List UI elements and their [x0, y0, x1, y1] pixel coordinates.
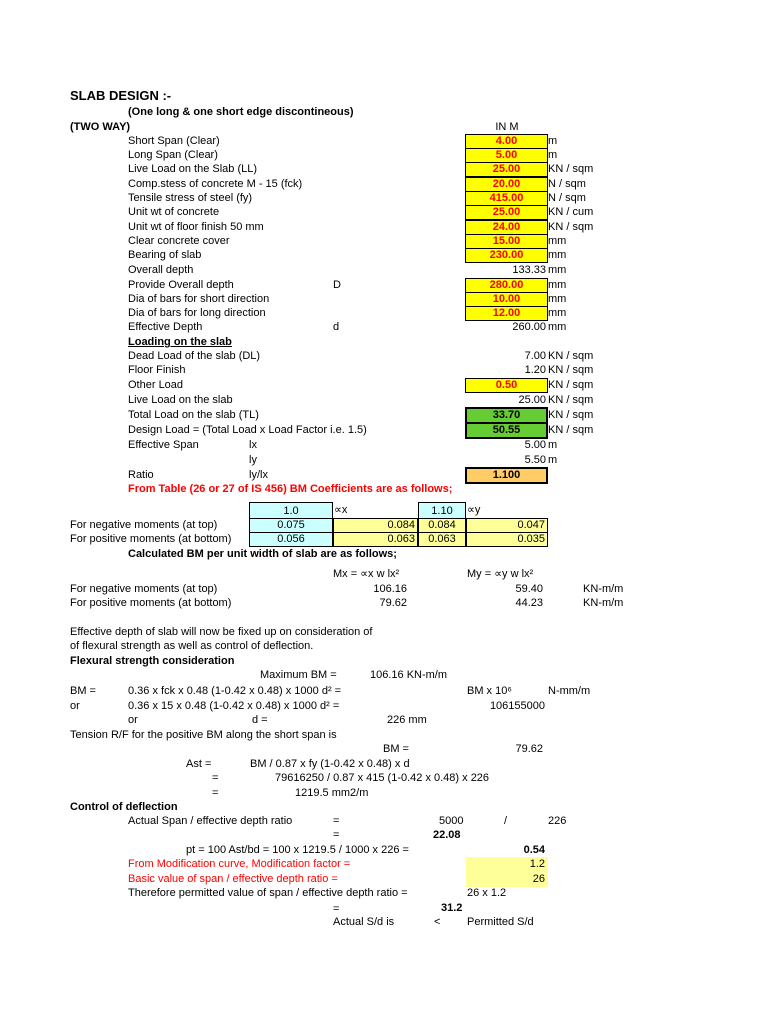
input-label: Dia of bars for short direction — [128, 293, 270, 305]
input-value[interactable]: 230.00 — [465, 248, 548, 263]
coef-value: 0.047 — [517, 519, 545, 531]
load-value: 7.00 — [524, 350, 546, 362]
load-label: Total Load on the slab (TL) — [128, 409, 259, 421]
bm-pos-unit: KN-m/m — [583, 597, 624, 609]
input-unit: mm — [548, 293, 567, 305]
input-value[interactable]: 4.00 — [465, 134, 548, 149]
input-label: Live Load on the Slab (LL) — [128, 163, 258, 175]
load-unit: KN / sqm — [548, 350, 594, 362]
permitted-value: 31.2 — [441, 902, 463, 914]
slash: / — [504, 815, 508, 827]
input-value[interactable]: 25.00 — [465, 162, 548, 177]
unit-header: IN M — [495, 121, 519, 133]
ax-symbol: ∝x — [334, 504, 348, 516]
bm-pos-mx: 79.62 — [379, 597, 407, 609]
input-value: 133.33 — [512, 264, 546, 276]
input-label: Provide Overall depth — [128, 279, 234, 291]
bm-pos-my: 44.23 — [515, 597, 543, 609]
lx-unit: m — [548, 439, 558, 451]
load-value: 50.55 — [465, 422, 548, 439]
input-label: Long Span (Clear) — [128, 149, 218, 161]
bm-neg-label: For negative moments (at top) — [70, 583, 218, 595]
eq-sign: = — [333, 829, 340, 841]
input-unit: mm — [548, 307, 567, 319]
input-label: Comp.stess of concrete M - 15 (fck) — [128, 178, 303, 190]
input-value[interactable]: 415.00 — [465, 191, 548, 206]
bm-x-10-6: BM x 10⁶ — [467, 685, 512, 697]
input-label: Tensile stress of steel (fy) — [128, 192, 253, 204]
mx-formula: Mx = ∝x w lx² — [333, 568, 400, 580]
or-label: or — [128, 714, 138, 726]
d-value: 226 mm — [387, 714, 427, 726]
pt-label: pt = 100 Ast/bd = 100 x 1219.5 / 1000 x 226 = — [186, 844, 409, 856]
less-than-sign: < — [434, 916, 441, 928]
load-unit: KN / sqm — [548, 409, 594, 421]
my-formula: My = ∝y w lx² — [467, 568, 534, 580]
d-eq-label: d = — [252, 714, 268, 726]
load-unit: KN / sqm — [548, 379, 594, 391]
ay-symbol: ∝y — [467, 504, 481, 516]
input-unit: KN / sqm — [548, 163, 594, 175]
lx-value: 5.00 — [524, 439, 546, 451]
eq-sign: = — [333, 815, 340, 827]
calc-heading: Calculated BM per unit width of slab are as follows; — [128, 548, 397, 560]
input-value[interactable]: 25.00 — [465, 205, 548, 220]
coef-value: 0.063 — [387, 533, 415, 545]
basic-value-label: Basic value of span / effective depth ratio = — [128, 873, 338, 885]
input-unit: mm — [548, 264, 567, 276]
modification-label: From Modification curve, Modification factor = — [128, 858, 351, 870]
ly-symbol: ly — [249, 454, 257, 466]
flex-line-1: 0.36 x fck x 0.48 (1-0.42 x 0.48) x 1000 d² = — [128, 685, 342, 697]
flex-value-2: 106155000 — [489, 700, 545, 712]
ast-value: 1219.5 mm2/m — [295, 787, 369, 799]
input-unit: N / sqm — [548, 192, 586, 204]
coef-value: 0.063 — [428, 533, 456, 545]
input-unit: mm — [548, 249, 567, 261]
ly-unit: m — [548, 454, 558, 466]
eq-sign: = — [212, 772, 219, 784]
input-unit: N / sqm — [548, 178, 586, 190]
input-unit: mm — [548, 321, 567, 333]
bm-label-2: BM = — [383, 743, 409, 755]
pt-value: 0.54 — [523, 844, 545, 856]
ratio-symbol: ly/lx — [249, 469, 268, 481]
load-label: Live Load on the slab — [128, 394, 233, 406]
actual-sd-label: Actual S/d is — [333, 916, 395, 928]
page-title: SLAB DESIGN :- — [70, 88, 172, 103]
ly-value: 5.50 — [524, 454, 546, 466]
eq-sign: = — [333, 903, 340, 915]
maxbm-value: 106.16 KN-m/m — [370, 669, 448, 681]
input-unit: KN / cum — [548, 206, 594, 218]
coef-pos-label: For positive moments (at bottom) — [70, 533, 232, 545]
ratio-label: Ratio — [128, 469, 154, 481]
flex-heading: Flexural strength consideration — [70, 655, 235, 667]
two-way-label: (TWO WAY) — [70, 121, 131, 133]
input-value[interactable]: 15.00 — [465, 234, 548, 249]
modification-value: 1.2 — [529, 858, 545, 870]
load-unit: KN / sqm — [548, 364, 594, 376]
coef-value: 0.084 — [428, 519, 456, 531]
bm-pos-label: For positive moments (at bottom) — [70, 597, 232, 609]
input-label: Dia of bars for long direction — [128, 307, 266, 319]
input-value[interactable]: 20.00 — [465, 177, 548, 192]
load-value: 33.70 — [465, 407, 548, 424]
coef-neg-label: For negative moments (at top) — [70, 519, 218, 531]
input-value[interactable]: 12.00 — [465, 306, 548, 321]
load-label: Design Load = (Total Load x Load Factor i.e. 1.5) — [128, 424, 367, 436]
input-unit: mm — [548, 279, 567, 291]
input-label: Bearing of slab — [128, 249, 202, 261]
load-label: Other Load — [128, 379, 184, 391]
input-value[interactable]: 5.00 — [465, 148, 548, 163]
eff-text-2: of flexural strength as well as control of deflection. — [70, 640, 314, 652]
coef-value: 0.056 — [277, 533, 305, 545]
load-unit: KN / sqm — [548, 424, 594, 436]
load-value[interactable]: 0.50 — [465, 378, 548, 393]
table-note: From Table (26 or 27 of IS 456) BM Coefficients are as follows; — [128, 483, 453, 495]
input-value: 260.00 — [512, 321, 546, 333]
input-unit: KN / sqm — [548, 221, 594, 233]
input-label: Effective Depth — [128, 321, 203, 333]
input-symbol: D — [333, 279, 341, 291]
load-value: 1.20 — [524, 364, 546, 376]
coef-value: 0.035 — [517, 533, 545, 545]
tension-text: Tension R/F for the positive BM along the short span is — [70, 729, 337, 741]
input-unit: mm — [548, 235, 567, 247]
input-value[interactable]: 280.00 — [465, 278, 548, 293]
load-unit: KN / sqm — [548, 394, 594, 406]
permitted-label: Therefore permitted value of span / effective depth ratio = — [128, 887, 408, 899]
permitted-expression: 26 x 1.2 — [467, 887, 507, 899]
input-label: Unit wt of concrete — [128, 206, 220, 218]
input-label: Clear concrete cover — [128, 235, 230, 247]
input-label: Unit wt of floor finish 50 mm — [128, 221, 264, 233]
input-symbol: d — [333, 321, 340, 333]
lx-symbol: lx — [249, 439, 257, 451]
bm-neg-my: 59.40 — [515, 583, 543, 595]
ratio-value: 1.100 — [465, 467, 548, 484]
basic-value: 26 — [532, 873, 545, 885]
flex-line-2: 0.36 x 15 x 0.48 (1-0.42 x 0.48) x 1000 d² = — [128, 700, 340, 712]
deflection-heading: Control of deflection — [70, 801, 178, 813]
ast-label: Ast = — [186, 758, 212, 770]
ay-ratio: 1.10 — [431, 505, 453, 517]
span-denominator: 226 — [548, 815, 567, 827]
subtitle: (One long & one short edge discontineous) — [128, 106, 354, 118]
ast-formula-2: 79616250 / 0.87 x 415 (1-0.42 x 0.48) x 226 — [275, 772, 490, 784]
ast-formula-1: BM / 0.87 x fy (1-0.42 x 0.48) x d — [250, 758, 410, 770]
span-numerator: 5000 — [439, 815, 464, 827]
bm-eq-label: BM = — [70, 685, 96, 697]
loading-heading: Loading on the slab — [128, 336, 232, 348]
maxbm-label: Maximum BM = — [260, 669, 337, 681]
input-label: Short Span (Clear) — [128, 135, 220, 147]
eq-sign: = — [212, 787, 219, 799]
permitted-sd-label: Permitted S/d — [467, 916, 534, 928]
span-ratio-label: Actual Span / effective depth ratio — [128, 815, 293, 827]
load-label: Floor Finish — [128, 364, 186, 376]
actual-ratio-value: 22.08 — [433, 829, 461, 841]
bm-value-2: 79.62 — [515, 743, 543, 755]
input-value[interactable]: 10.00 — [465, 292, 548, 307]
or-label: or — [70, 700, 80, 712]
input-label: Overall depth — [128, 264, 194, 276]
input-unit: m — [548, 135, 558, 147]
n-mm-unit: N-mm/m — [548, 685, 591, 697]
load-label: Dead Load of the slab (DL) — [128, 350, 261, 362]
bm-neg-unit: KN-m/m — [583, 583, 624, 595]
coef-value: 0.075 — [277, 519, 305, 531]
coef-value: 0.084 — [387, 519, 415, 531]
ax-ratio: 1.0 — [283, 505, 299, 517]
input-unit: m — [548, 149, 558, 161]
bm-neg-mx: 106.16 — [373, 583, 407, 595]
load-value: 25.00 — [518, 394, 546, 406]
effective-span-label: Effective Span — [128, 439, 199, 451]
input-value[interactable]: 24.00 — [465, 220, 548, 235]
eff-text-1: Effective depth of slab will now be fixed up on consideration of — [70, 626, 373, 638]
